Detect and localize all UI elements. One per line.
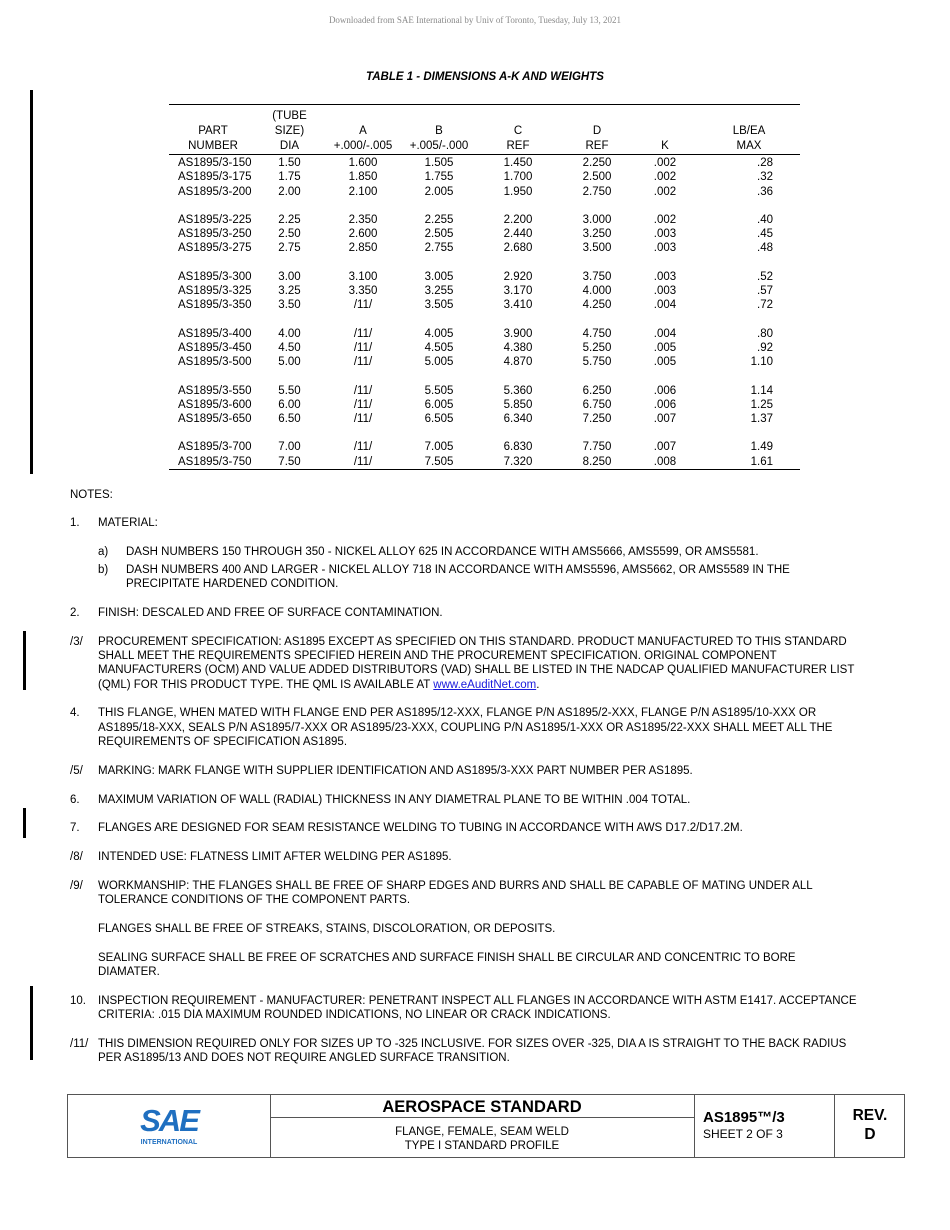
table-cell: .006	[653, 384, 677, 397]
table-cell: 4.005	[424, 327, 454, 340]
column-header: DIA	[257, 139, 322, 155]
column-header: NUMBER	[169, 139, 257, 155]
note-1a	[98, 545, 860, 559]
standard-heading: AEROSPACE STANDARD	[270, 1095, 694, 1118]
table-cell: 2.600	[348, 228, 378, 241]
column-header: (TUBE	[257, 105, 322, 125]
table-row-group	[169, 199, 800, 256]
table-row	[169, 199, 800, 227]
table-cell: 1.14	[750, 384, 773, 397]
part-number-cell: AS1895/3-750	[169, 455, 257, 470]
note-number: 7.	[70, 822, 80, 835]
table-cell: 4.870	[503, 356, 533, 369]
sheet-number: SHEET 2 OF 3	[703, 1127, 783, 1141]
table-cell: 3.255	[424, 285, 454, 298]
table-cell: 2.505	[424, 228, 454, 241]
sae-logo-subtext: INTERNATIONAL	[140, 1139, 198, 1146]
note-text-end: .	[536, 678, 540, 691]
table-cell: 4.50	[278, 341, 301, 354]
table-cell: 2.25	[278, 213, 301, 226]
table-cell: .003	[653, 242, 677, 255]
table-cell: 2.680	[503, 242, 533, 255]
part-number-cell: AS1895/3-350	[178, 299, 252, 312]
table-cell: 7.50	[257, 455, 322, 470]
table-cell: 6.50	[278, 413, 301, 426]
table-cell: 1.75	[278, 171, 301, 184]
table-cell: 2.250	[582, 157, 612, 169]
table-cell: 1.755	[424, 171, 454, 184]
table-cell: 3.25	[278, 285, 301, 298]
table-cell: .57	[757, 285, 773, 298]
change-bar-note-7	[23, 808, 26, 838]
table-cell: 6.005	[424, 398, 454, 411]
subitem-text: DASH NUMBERS 400 AND LARGER - NICKEL ALLOY 718 IN ACCORDANCE WITH AMS5596, AMS5662, OR AMS5589 IN THE PRECIPITATE HARDENED CONDITION.	[126, 563, 790, 591]
table-cell: /11/	[353, 299, 373, 312]
change-bar-note-10	[30, 986, 33, 1060]
table-cell: 3.000	[582, 213, 612, 226]
table-cell: .002	[653, 185, 677, 198]
column-header: PART	[198, 125, 228, 137]
table-cell: .80	[757, 327, 773, 340]
part-number-cell: AS1895/3-150	[178, 157, 252, 169]
note-number: /8/	[70, 851, 83, 864]
table-cell: 6.00	[278, 398, 301, 411]
table-cell: 3.900	[503, 327, 533, 340]
note-7	[70, 821, 860, 835]
part-number-cell: AS1895/3-175	[178, 171, 252, 184]
table-row	[169, 227, 800, 241]
note-number: 1.	[70, 517, 80, 530]
table-cell: 1.450	[503, 157, 533, 169]
table-row	[169, 426, 800, 454]
table-cell: 7.250	[582, 413, 612, 426]
title-block	[67, 1094, 905, 1158]
table-cell: 5.360	[503, 384, 533, 397]
part-number-cell: AS1895/3-700	[178, 441, 252, 454]
table-cell: 5.50	[278, 384, 301, 397]
table-cell: .004	[653, 327, 677, 340]
table-cell: 2.005	[424, 185, 454, 198]
column-header: B	[435, 125, 443, 137]
table-cell: 1.850	[348, 171, 378, 184]
table-cell: 2.50	[278, 228, 301, 241]
table-cell: 3.005	[424, 270, 454, 283]
table-cell: 7.505	[404, 455, 474, 470]
table-cell: 1.37	[750, 413, 773, 426]
note-number: /11/	[70, 1038, 89, 1051]
table-cell: .004	[653, 299, 677, 312]
table-title: TABLE 1 - DIMENSIONS A-K AND WEIGHTS	[366, 71, 604, 83]
note-paragraph: FLANGES SHALL BE FREE OF STREAKS, STAINS, DISCOLORATION, OR DEPOSITS.	[98, 923, 556, 936]
table-row	[169, 298, 800, 312]
table-row	[169, 155, 800, 171]
part-number-cell: AS1895/3-550	[178, 384, 252, 397]
table-cell: .002	[653, 213, 677, 226]
table-cell: /11/	[322, 455, 404, 470]
table-cell: .72	[757, 299, 773, 312]
table-cell: 2.200	[503, 213, 533, 226]
table-cell: 1.50	[278, 157, 301, 169]
table-row	[169, 412, 800, 426]
table-row	[169, 370, 800, 398]
note-text: THIS DIMENSION REQUIRED ONLY FOR SIZES UP TO -325 INCLUSIVE. FOR SIZES OVER -325, DIA A IS STRAIGHT TO THE BACK RADIUS PER AS1895/13 AND DOES NOT REQUIRE ANGLED SURFACE TRANSITION.	[98, 1038, 847, 1065]
table-cell: /11/	[353, 413, 373, 426]
table-cell: .003	[653, 228, 677, 241]
table-cell: 5.00	[278, 356, 301, 369]
table-cell: .52	[757, 270, 773, 283]
eauditnet-link[interactable]: www.eAuditNet.com	[433, 678, 537, 691]
note-text: FLANGES ARE DESIGNED FOR SEAM RESISTANCE WELDING TO TUBING IN ACCORDANCE WITH AWS D17.2/D17.2M.	[98, 822, 743, 835]
table-cell: .007	[653, 441, 677, 454]
note-3	[70, 635, 860, 692]
note-number: 6.	[70, 793, 80, 806]
part-description	[270, 1118, 694, 1153]
table-row-group	[169, 155, 800, 199]
table-cell: .92	[757, 341, 773, 354]
part-number-cell: AS1895/3-400	[178, 327, 252, 340]
table-row	[169, 170, 800, 184]
column-header: SIZE)	[274, 125, 305, 137]
part-number-cell: AS1895/3-200	[178, 185, 252, 198]
download-watermark: Downloaded from SAE International by Univ of Toronto, Tuesday, July 13, 2021	[328, 15, 622, 25]
table-cell: 6.750	[582, 398, 612, 411]
table-row	[169, 455, 800, 470]
table-cell: 4.380	[503, 341, 533, 354]
table-row	[169, 398, 800, 412]
table-cell: 5.750	[582, 356, 612, 369]
table-cell: .007	[653, 413, 677, 426]
column-header	[474, 105, 562, 125]
note-text: MATERIAL:	[98, 517, 158, 530]
title-cell	[270, 1095, 695, 1157]
table-cell: .002	[653, 157, 677, 169]
note-11	[70, 1037, 860, 1066]
subitem-letter: a)	[98, 545, 109, 558]
table-cell: .008	[632, 455, 698, 470]
table-row	[169, 341, 800, 355]
table-cell: 1.49	[750, 441, 773, 454]
subitem-text: DASH NUMBERS 150 THROUGH 350 - NICKEL ALLOY 625 IN ACCORDANCE WITH AMS5666, AMS5599, OR AMS5581.	[126, 545, 759, 558]
notes-title: NOTES:	[70, 489, 113, 501]
column-header: D	[592, 125, 602, 137]
revision-value: D	[864, 1126, 876, 1143]
table-cell: .005	[653, 356, 677, 369]
table-row-group	[169, 426, 800, 469]
note-number: /5/	[70, 764, 83, 777]
table-cell: 2.440	[503, 228, 533, 241]
table-cell: 8.250	[562, 455, 632, 470]
table-cell: 7.750	[582, 441, 612, 454]
part-number-cell: AS1895/3-500	[178, 356, 252, 369]
document-number: AS1895™/3	[703, 1109, 785, 1126]
table-cell: .48	[757, 242, 773, 255]
note-number: 2.	[70, 606, 80, 619]
table-cell: 6.250	[582, 384, 612, 397]
table-cell: 1.505	[424, 157, 454, 169]
column-header: LB/EA	[732, 125, 766, 137]
note-number: /9/	[70, 880, 83, 893]
table-cell: 5.250	[582, 341, 612, 354]
note-4	[70, 706, 860, 749]
table-cell: 3.410	[503, 299, 533, 312]
subitem-letter: b)	[98, 563, 109, 576]
description-line-2: TYPE I STANDARD PROFILE	[404, 1140, 560, 1152]
note-number: /3/	[70, 635, 83, 648]
column-header: A	[359, 125, 367, 137]
table-row	[169, 185, 800, 199]
table-cell: 3.350	[348, 285, 378, 298]
table-cell: 3.50	[278, 299, 301, 312]
column-header: MAX	[698, 139, 800, 155]
table-row	[169, 284, 800, 298]
sae-logo-text: SAE	[140, 1103, 198, 1138]
table-cell: /11/	[353, 441, 373, 454]
table-cell: 3.505	[424, 299, 454, 312]
table-cell: 4.250	[582, 299, 612, 312]
table-cell: 3.250	[582, 228, 612, 241]
table-cell: 7.005	[424, 441, 454, 454]
column-header: +.005/-.000	[404, 139, 474, 155]
table-cell: 4.000	[582, 285, 612, 298]
table-cell: 5.505	[424, 384, 454, 397]
part-number-cell: AS1895/3-650	[178, 413, 252, 426]
table-cell: 2.00	[278, 185, 301, 198]
table-cell: 4.505	[424, 341, 454, 354]
table-cell: 5.850	[503, 398, 533, 411]
table-cell: 2.100	[348, 185, 378, 198]
table-cell: 2.850	[348, 242, 378, 255]
table-cell: 3.750	[582, 270, 612, 283]
table-cell: .36	[757, 185, 773, 198]
table-cell: 2.920	[503, 270, 533, 283]
part-number-cell: AS1895/3-250	[178, 228, 252, 241]
table-cell: 7.00	[278, 441, 301, 454]
table-cell: 2.750	[582, 185, 612, 198]
column-header	[698, 105, 800, 125]
table-row	[169, 313, 800, 341]
table-cell: 2.75	[278, 242, 301, 255]
table-cell: .002	[653, 171, 677, 184]
table-cell: /11/	[353, 398, 373, 411]
table-cell: 6.830	[503, 441, 533, 454]
note-text: THIS FLANGE, WHEN MATED WITH FLANGE END PER AS1895/12-XXX, FLANGE P/N AS1895/2-XXX, FLANGE P/N AS1895/10-XXX OR AS1895/18-XXX, SEALS P/N AS1895/7-XXX OR AS1895/23-XXX, COUPLING P/N AS1895/1-XXX OR AS1895/22-XXX SHALL MEET ALL THE REQUIREMENTS OF SPECIFICATION AS1895.	[98, 707, 833, 749]
table-cell: .40	[757, 213, 773, 226]
column-header: C	[513, 125, 523, 137]
table-cell: 6.505	[424, 413, 454, 426]
table-cell: 3.500	[582, 242, 612, 255]
note-text: FINISH: DESCALED AND FREE OF SURFACE CONTAMINATION.	[98, 606, 443, 619]
note-6	[70, 793, 860, 807]
part-number-cell: AS1895/3-275	[178, 242, 252, 255]
note-number: 10.	[70, 995, 86, 1008]
table-header	[169, 105, 800, 155]
table-cell: 1.61	[698, 455, 800, 470]
note-10	[70, 994, 860, 1023]
table-cell: .003	[653, 285, 677, 298]
column-header: REF	[474, 139, 562, 155]
note-number: 4.	[70, 707, 80, 720]
table-row	[169, 241, 800, 255]
note-1b	[98, 563, 860, 592]
column-header	[322, 105, 404, 125]
table-row	[169, 256, 800, 284]
description-line-1: FLANGE, FEMALE, SEAM WELD	[395, 1126, 569, 1138]
change-bar-table	[30, 90, 33, 474]
table-cell: 1.25	[750, 398, 773, 411]
part-number-cell: AS1895/3-325	[178, 285, 252, 298]
revision-label: REV.	[852, 1107, 888, 1124]
table-cell: 3.170	[503, 285, 533, 298]
table-cell: 4.750	[582, 327, 612, 340]
table-cell: 1.600	[348, 157, 378, 169]
column-header	[632, 124, 698, 139]
table-row-group	[169, 256, 800, 313]
part-number-cell: AS1895/3-450	[178, 341, 252, 354]
table-cell: 2.755	[424, 242, 454, 255]
table-cell: 7.320	[474, 455, 562, 470]
part-number-cell: AS1895/3-300	[178, 270, 252, 283]
note-8	[70, 850, 860, 864]
change-bar-note-3	[23, 631, 26, 690]
table-cell: .45	[757, 228, 773, 241]
column-header: +.000/-.005	[322, 139, 404, 155]
column-header: REF	[562, 139, 632, 155]
table-cell: 6.340	[503, 413, 533, 426]
column-header	[562, 105, 632, 125]
note-text: MARKING: MARK FLANGE WITH SUPPLIER IDENTIFICATION AND AS1895/3-XXX PART NUMBER PER AS1895.	[98, 764, 693, 777]
note-text: PROCUREMENT SPECIFICATION: AS1895 EXCEPT AS SPECIFIED ON THIS STANDARD. PRODUCT MANUFACTURED TO THIS STANDARD SHALL MEET THE REQUIREMENTS SPECIFIED HEREIN AND THE PROCUREMENT SPECIFICATION. ORIGINAL COMPONENT MANUFACTURERS (OCM) AND VALUE ADDED DISTRIBUTORS (VAD) SHALL BE LISTED IN THE NADCAP QUALIFIED MANUFACTURER LIST (QML) FOR THIS PRODUCT TYPE. THE QML IS AVAILABLE AT	[98, 635, 855, 691]
table-cell: .28	[757, 157, 773, 169]
table-cell: 5.005	[424, 356, 454, 369]
table-row	[169, 355, 800, 369]
note-1	[70, 516, 860, 591]
table-cell: 1.10	[750, 356, 773, 369]
table-cell: .003	[653, 270, 677, 283]
sae-logo	[136, 1101, 202, 1147]
table-cell: 3.00	[278, 270, 301, 283]
table-cell: .005	[653, 341, 677, 354]
table-cell: /11/	[353, 356, 373, 369]
table-cell: /11/	[353, 327, 373, 340]
table-cell: 2.255	[424, 213, 454, 226]
table-cell: /11/	[353, 341, 373, 354]
note-text: MAXIMUM VARIATION OF WALL (RADIAL) THICKNESS IN ANY DIAMETRAL PLANE TO BE WITHIN .004 TOTAL.	[98, 793, 691, 806]
dimensions-table	[169, 104, 800, 470]
column-header	[632, 105, 698, 125]
table-cell: 2.350	[348, 213, 378, 226]
document-cell	[695, 1095, 835, 1157]
notes-section	[70, 488, 860, 1080]
table-row-group	[169, 313, 800, 370]
table-cell: /11/	[353, 384, 373, 397]
column-header	[404, 105, 474, 125]
note-paragraph: WORKMANSHIP: THE FLANGES SHALL BE FREE OF SHARP EDGES AND BURRS AND SHALL BE CAPABLE OF MATING UNDER ALL TOLERANCE CONDITIONS OF THE COMPONENT PARTS.	[98, 880, 813, 907]
note-text: INSPECTION REQUIREMENT - MANUFACTURER: PENETRANT INSPECT ALL FLANGES IN ACCORDANCE WITH ASTM E1417. ACCEPTANCE CRITERIA: .015 DIA MAXIMUM ROUNDED INDICATIONS, NO LINEAR OR CRACK INDICATIONS.	[98, 995, 857, 1022]
table-cell: 1.950	[503, 185, 533, 198]
logo-cell	[68, 1095, 271, 1157]
column-header: K	[632, 139, 698, 155]
note-9	[70, 879, 860, 979]
note-5	[70, 764, 860, 778]
table-cell: .32	[757, 171, 773, 184]
revision-cell	[835, 1095, 905, 1157]
table-cell: 1.700	[503, 171, 533, 184]
table-cell: 2.500	[582, 171, 612, 184]
table-cell: .006	[653, 398, 677, 411]
part-number-cell: AS1895/3-225	[178, 213, 252, 226]
column-header	[169, 105, 257, 125]
note-text: INTENDED USE: FLATNESS LIMIT AFTER WELDING PER AS1895.	[98, 851, 452, 864]
table-cell: 3.100	[348, 270, 378, 283]
note-paragraph: SEALING SURFACE SHALL BE FREE OF SCRATCHES AND SURFACE FINISH SHALL BE CIRCULAR AND CONCENTRIC TO BORE DIAMATER.	[98, 951, 796, 979]
table-row-group	[169, 370, 800, 427]
part-number-cell: AS1895/3-600	[178, 398, 252, 411]
note-2	[70, 606, 860, 620]
table-cell: 4.00	[278, 327, 301, 340]
